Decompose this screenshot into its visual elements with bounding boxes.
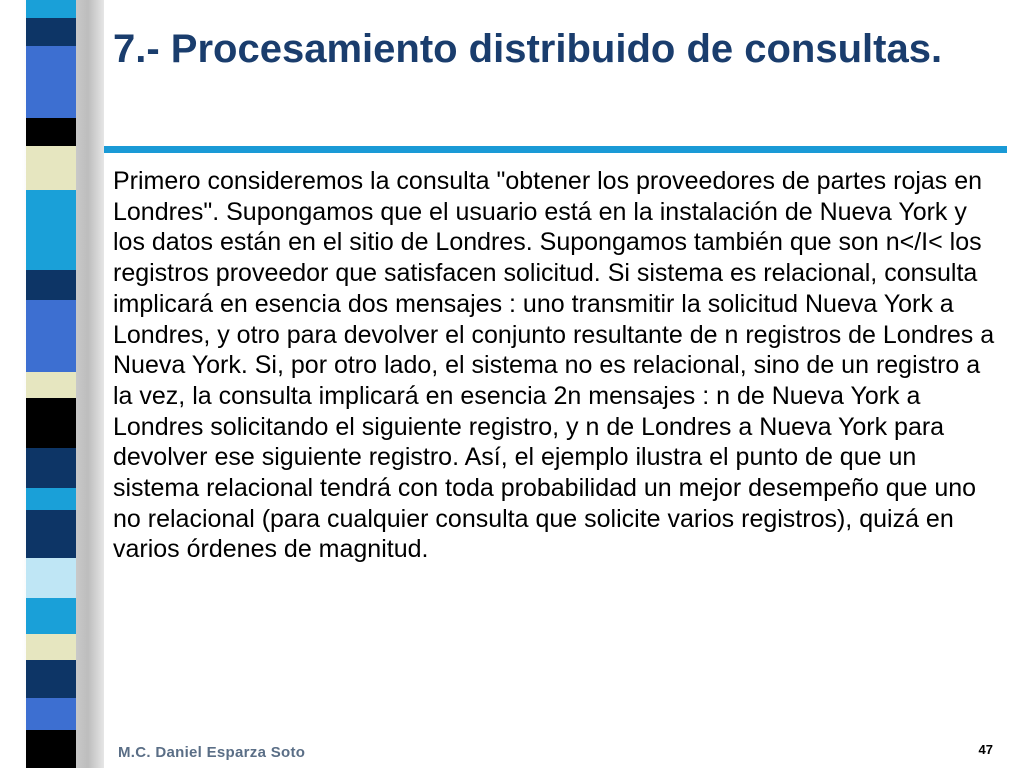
decorative-stripe — [26, 558, 76, 598]
decorative-stripe — [26, 18, 76, 46]
decorative-stripe — [26, 598, 76, 634]
decorative-stripe — [26, 46, 76, 76]
decorative-stripe — [26, 328, 76, 372]
decorative-stripe-strip — [26, 0, 76, 768]
decorative-stripe — [26, 730, 76, 768]
decorative-stripe — [26, 488, 76, 510]
decorative-stripe — [26, 230, 76, 270]
decorative-stripe — [26, 660, 76, 698]
slide-title: 7.- Procesamiento distribuido de consultas. — [113, 27, 943, 71]
decorative-stripe — [26, 372, 76, 398]
decorative-stripe — [26, 76, 76, 118]
decorative-stripe — [26, 190, 76, 230]
decorative-stripe — [26, 146, 76, 190]
decorative-stripe — [26, 634, 76, 660]
title-underline-rule — [104, 146, 1007, 153]
decorative-stripe — [26, 270, 76, 300]
decorative-stripe — [26, 118, 76, 146]
decorative-stripe — [26, 698, 76, 730]
page-number: 47 — [978, 742, 993, 757]
slide-body-text: Primero consideremos la consulta "obtener los proveedores de partes rojas en Londres". Supongamos que el usuario está en la instalación de Nueva York y los datos están en el sitio de Londres. Supongamos también que son n</I< los registros proveedor que satisfacen solicitud. Si sistema es relacional, consulta implicará en esencia dos mensajes : uno transmitir la solicitud Nueva York a Londres, y otro para devolver el conjunto resultante de n registros de Londres a Nueva York. Si, por otro lado, el sistema no es relacional, sino de un registro a la vez, la consulta implicará en esencia 2n mensajes : n de Nueva York a Londres solicitando el siguiente registro, y n de Londres a Nueva York para devolver ese siguiente registro. Así, el ejemplo ilustra el punto de que un sistema relacional tendrá con toda probabilidad un mejor desempeño que uno no relacional (para cualquier consulta que solicite varios registros), quizá en varios órdenes de magnitud. — [113, 167, 995, 564]
footer-author: M.C. Daniel Esparza Soto — [118, 744, 306, 761]
decorative-stripe — [26, 448, 76, 488]
decorative-stripe — [26, 300, 76, 328]
decorative-stripe — [26, 398, 76, 448]
decorative-sidebar — [0, 0, 104, 768]
decorative-stripe — [26, 0, 76, 18]
decorative-stripe — [26, 510, 76, 558]
